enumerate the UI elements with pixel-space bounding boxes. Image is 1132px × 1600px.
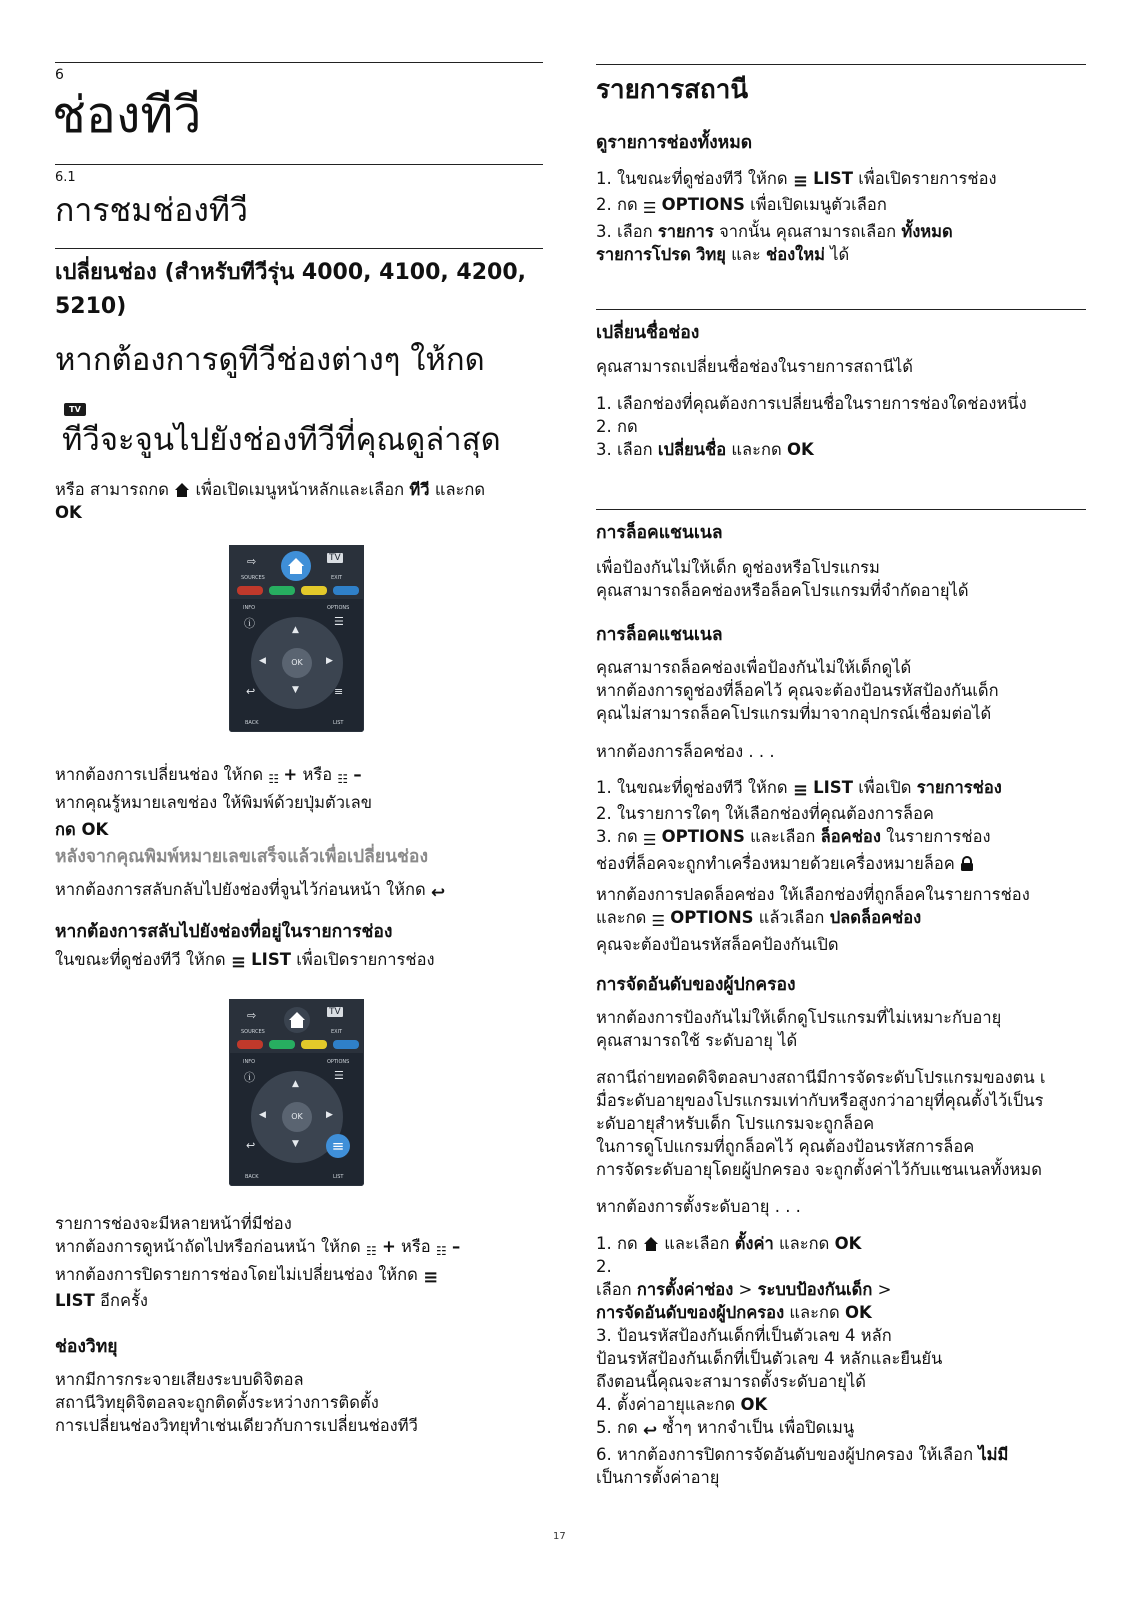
rename-3-c: และกด xyxy=(731,440,782,459)
remote-label-list: LIST xyxy=(333,720,344,726)
switch-line2: หากคุณรู้หมายเลขช่อง ให้พิมพ์ด้วยปุ่มตัวเลข xyxy=(55,793,373,812)
remote-label-sources: SOURCES xyxy=(241,575,265,581)
lock-1-mid: เพื่อเปิด xyxy=(858,778,912,797)
list-line-pre: ในขณะที่ดูช่องทีวี ให้กด xyxy=(55,950,226,969)
back-instruction xyxy=(55,878,445,905)
tv-icon: TV xyxy=(329,553,341,563)
lock-sub-line: หากต้องการดูช่องที่ล็อคไว้ คุณจะต้องป้อนรหัสป้องกันเด็ก xyxy=(596,681,999,700)
arrow-left-icon: ◀ xyxy=(259,656,266,666)
remote-label-info: INFO xyxy=(243,605,256,611)
list-icon: ≡ xyxy=(326,1134,350,1158)
lock-3-post: ในรายการช่อง xyxy=(886,827,991,846)
list-heading: หากต้องการสลับไปยังช่องที่อยู่ในรายการช่อง xyxy=(55,922,393,942)
remote-label-exit: EXIT xyxy=(331,1029,343,1035)
options-icon: ☰ xyxy=(334,615,344,628)
close-list-pre: หากต้องการปิดรายการช่องโดยไม่เปลี่ยนช่อง ให้กด xyxy=(55,1265,418,1284)
radio-heading: ช่องวิทยุ xyxy=(55,1337,118,1357)
view-all-3-a: 3. เลือก xyxy=(596,222,653,241)
lock-sub-line: คุณไม่สามารถล็อคโปรแกรมที่มาจากอุปกรณ์เชื่อมต่อได้ xyxy=(596,704,992,723)
rename-steps xyxy=(596,392,1086,461)
age-1-ok: OK xyxy=(834,1234,862,1253)
radio-text xyxy=(55,1368,545,1437)
back-icon: ↩ xyxy=(430,883,446,903)
red-button xyxy=(237,1040,263,1049)
view-all-3-i: ได้ xyxy=(830,245,850,264)
switch-instructions xyxy=(55,763,545,814)
age-2c-ok: OK xyxy=(844,1303,872,1322)
age-6-bold: ไม่มี xyxy=(978,1445,1009,1464)
list-icon: ≡ xyxy=(792,171,808,192)
unlock-2-key: OPTIONS xyxy=(670,908,754,927)
age-1-pre: 1. กด xyxy=(596,1234,638,1253)
age-4-ok: OK xyxy=(740,1395,768,1414)
rename-step: 2. กด xyxy=(596,417,638,436)
parental-detail-line: ในการดูโปแกรมที่ถูกล็อคไว้ คุณต้องป้อนรหัสการล็อค xyxy=(596,1137,975,1156)
age-2c-post: และกด xyxy=(789,1303,840,1322)
page-number: 17 xyxy=(553,1531,566,1542)
unlock-2-bold: ปลดล็อคช่อง xyxy=(829,908,922,927)
remote-home-button xyxy=(284,1007,310,1033)
age-6-pre: 6. หากต้องการปิดการจัดอันดับของผู้ปกครอง ให้เลือก xyxy=(596,1445,974,1464)
sources-icon: ⇨ xyxy=(247,1009,257,1022)
back-line-text: หากต้องการสลับกลับไปยังช่องที่จูนไว้ก่อนหน้า ให้กด xyxy=(55,880,426,899)
view-all-3-c: จากนั้น คุณสามารถเลือก xyxy=(719,222,897,241)
age-1-post: และกด xyxy=(779,1234,830,1253)
rename-heading: เปลี่ยนชื่อช่อง xyxy=(596,323,700,343)
rename-step: 1. เลือกช่องที่คุณต้องการเปลี่ยนชื่อในรายการช่องใดช่องหนึ่ง xyxy=(596,394,1027,413)
home-line-mid: เพื่อเปิดเมนูหน้าหลักและเลือก xyxy=(195,480,405,499)
list-icon: ≡ xyxy=(230,952,246,973)
lock-rule xyxy=(596,509,1086,510)
arrow-up-icon: ▲ xyxy=(292,1079,299,1089)
arrow-right-icon: ▶ xyxy=(326,1110,333,1120)
big-instruction-line2: ทีวีจะจูนไปยังช่องทีวีที่คุณดูล่าสุด xyxy=(62,422,501,458)
remote-label-sources: SOURCES xyxy=(241,1029,265,1035)
age-2b-sep: > xyxy=(738,1280,753,1299)
switch-or: หรือ xyxy=(302,765,333,784)
switch-plus: + xyxy=(283,765,298,784)
view-all-1-post: เพื่อเปิดรายการช่อง xyxy=(858,169,997,188)
next-or: หรือ xyxy=(401,1237,431,1256)
list-key: LIST xyxy=(251,950,291,969)
pages-line: รายการช่องจะมีหลายหน้าที่มีช่อง xyxy=(55,1214,292,1233)
remote-image-1 xyxy=(229,545,364,732)
minus-channel-icon: ☷ xyxy=(435,1244,447,1258)
set-age-intro: หากต้องการตั้งระดับอายุ . . . xyxy=(596,1197,801,1216)
remote-label-info: INFO xyxy=(243,1059,256,1065)
close-list-post: อีกครั้ง xyxy=(100,1291,148,1310)
parental-details xyxy=(596,1066,1096,1181)
lock-1-pre: 1. ในขณะที่ดูช่องทีวี ให้กด xyxy=(596,778,788,797)
sources-icon: ⇨ xyxy=(247,555,257,568)
next-plus: + xyxy=(381,1237,396,1256)
remote-label-back: BACK xyxy=(245,720,259,726)
options-icon: ☰ xyxy=(642,199,657,217)
tv-icon: TV xyxy=(64,403,86,416)
blue-button xyxy=(333,1040,359,1049)
rename-rule xyxy=(596,309,1086,310)
red-button xyxy=(237,586,263,595)
info-icon: ⓘ xyxy=(244,1071,255,1084)
lock-to: หากต้องการล็อคช่อง . . . xyxy=(596,742,775,761)
yellow-button xyxy=(301,1040,327,1049)
press-ok: กด OK xyxy=(55,820,109,839)
plus-channel-icon: ☷ xyxy=(268,772,279,786)
switch-line1-pre: หากต้องการเปลี่ยนช่อง ให้กด xyxy=(55,765,264,784)
lock-intro xyxy=(596,556,1086,602)
parental-line: หากต้องการป้องกันไม่ให้เด็กดูโปรแกรมที่ไม่เหมาะกับอายุ xyxy=(596,1008,1002,1027)
view-all-3-h: ช่องใหม่ xyxy=(766,245,825,264)
info-icon: ⓘ xyxy=(244,617,255,630)
remote-home-highlight xyxy=(281,551,311,581)
lock-3-bold: ล็อคช่อง xyxy=(820,827,881,846)
close-list-key: LIST xyxy=(55,1291,95,1310)
age-3b: ป้อนรหัสป้องกันเด็กที่เป็นตัวเลข 4 หลักและยืนยัน xyxy=(596,1349,943,1368)
unlock-text xyxy=(596,883,1086,956)
options-icon: ☰ xyxy=(651,912,666,930)
home-icon xyxy=(643,1236,659,1252)
lock-2: 2. ในรายการใดๆ ให้เลือกช่องที่คุณต้องการล็อค xyxy=(596,804,934,823)
parental-detail-line: สถานีถ่ายทอดดิจิตอลบางสถานีมีการจัดระดับโปรแกรมของตน เ xyxy=(596,1068,1046,1087)
unlock-line: หากต้องการปลดล็อคช่อง ให้เลือกช่องที่ถูกล็อคในรายการช่อง xyxy=(596,885,1030,904)
remote-label-exit: EXIT xyxy=(331,575,343,581)
remote-ok-button: OK xyxy=(282,1102,312,1132)
yellow-button xyxy=(301,586,327,595)
age-3: 3. ป้อนรหัสป้องกันเด็กที่เป็นตัวเลข 4 หลัก xyxy=(596,1326,892,1345)
after-typing-heading: หลังจากคุณพิมพ์หมายเลขเสร็จแล้วเพื่อเปลี่ยนช่อง xyxy=(55,847,428,867)
age-6-line2: เป็นการตั้งค่าอายุ xyxy=(596,1468,720,1487)
view-all-2-post: เพื่อเปิดเมนูตัวเลือก xyxy=(750,195,887,214)
list-instruction xyxy=(55,948,435,974)
tv-icon: TV xyxy=(329,1007,341,1017)
subsection-rule xyxy=(55,248,543,249)
radio-line: การเปลี่ยนช่องวิทยุทำเช่นเดียวกับการเปลี่ยนช่องทีวี xyxy=(55,1416,418,1435)
remote-label-options: OPTIONS xyxy=(327,1059,350,1065)
home-icon xyxy=(174,482,190,498)
lock-3-line2: ช่องที่ล็อคจะถูกทำเครื่องหมายด้วยเครื่องหมายล็อค xyxy=(596,854,955,873)
view-all-2-pre: 2. กด xyxy=(596,195,638,214)
plus-channel-icon: ☷ xyxy=(365,1244,377,1258)
remote-label-back: BACK xyxy=(245,1174,259,1180)
view-all-steps xyxy=(596,167,1086,266)
age-steps xyxy=(596,1232,1086,1489)
chapter-number: 6 xyxy=(55,67,64,83)
back-icon: ↩ xyxy=(642,1421,658,1441)
station-list-title: รายการสถานี xyxy=(596,75,749,105)
list-icon: ≡ xyxy=(334,685,344,698)
parental-intro xyxy=(596,1006,1086,1052)
lock-icon xyxy=(960,856,974,872)
home-line-pre: หรือ สามารถกด xyxy=(55,480,169,499)
lock-1-key: LIST xyxy=(813,778,853,797)
rename-intro: คุณสามารถเปลี่ยนชื่อช่องในรายการสถานีได้ xyxy=(596,357,913,376)
age-2b-sep: > xyxy=(877,1280,892,1299)
green-button xyxy=(269,586,295,595)
lock-steps xyxy=(596,776,1086,875)
view-all-2-key: OPTIONS xyxy=(661,195,745,214)
home-line-post: และกด xyxy=(434,480,486,499)
back-icon: ↩ xyxy=(246,685,256,698)
radio-line: หากมีการกระจายเสียงระบบดิจิตอล xyxy=(55,1370,304,1389)
remote-ok-button: OK xyxy=(282,648,312,678)
list-icon: ≡ xyxy=(792,780,808,801)
lock-intro-line: เพื่อป้องกันไม่ให้เด็ก ดูช่องหรือโปรแกรม xyxy=(596,558,880,577)
view-all-3-f: วิทยุ xyxy=(696,245,726,264)
next-prev-pre: หากต้องการดูหน้าถัดไปหรือก่อนหน้า ให้กด xyxy=(55,1237,361,1256)
age-2b-b1: การตั้งค่าช่อง xyxy=(636,1280,734,1299)
chapter-title: ช่องทีวี xyxy=(52,86,202,144)
next-minus: – xyxy=(451,1237,461,1256)
chapter-rule xyxy=(55,62,543,63)
age-5-post: ซ้ำๆ หากจำเป็น เพื่อปิดเมนู xyxy=(662,1418,855,1437)
unlock-line: คุณจะต้องป้อนรหัสล็อคป้องกันเปิด xyxy=(596,935,839,954)
remote-image-2 xyxy=(229,999,364,1186)
age-5-pre: 5. กด xyxy=(596,1418,638,1437)
age-2c-bold: การจัดอันดับของผู้ปกครอง xyxy=(596,1303,785,1322)
switch-minus: – xyxy=(353,765,362,784)
lock-3-mid: และเลือก xyxy=(750,827,816,846)
home-line-tv: ทีวี xyxy=(409,480,430,499)
arrow-right-icon: ▶ xyxy=(326,656,333,666)
options-icon: ☰ xyxy=(334,1069,344,1082)
arrow-down-icon: ▼ xyxy=(292,1139,299,1149)
blue-button xyxy=(333,586,359,595)
view-all-3-b: รายการ xyxy=(657,222,714,241)
remote-label-list: LIST xyxy=(333,1174,344,1180)
lock-sub-line: คุณสามารถล็อคช่องเพื่อป้องกันไม่ให้เด็กดูได้ xyxy=(596,658,912,677)
age-3c: ถึงตอนนี้คุณจะสามารถตั้งระดับอายุได้ xyxy=(596,1372,866,1391)
options-icon: ☰ xyxy=(642,831,657,849)
view-all-1-key: LIST xyxy=(813,169,853,188)
list-icon: ≡ xyxy=(423,1267,439,1288)
lock-heading: การล็อคแชนเนล xyxy=(596,523,723,543)
age-2b-pre: เลือก xyxy=(596,1280,632,1299)
parental-detail-line: มื่อระดับอายุของโปรแกรมเท่ากับหรือสูงกว่าอายุที่คุณตั้งไว้เป็นร xyxy=(596,1091,1044,1110)
view-all-heading: ดูรายการช่องทั้งหมด xyxy=(596,133,753,153)
section-rule xyxy=(55,164,543,165)
unlock-2-pre: และกด xyxy=(596,908,647,927)
parental-heading: การจัดอันดับของผู้ปกครอง xyxy=(596,975,796,995)
list-pages-block xyxy=(55,1212,550,1312)
home-icon xyxy=(281,551,311,581)
lock-intro-line: คุณสามารถล็อคช่องหรือล็อคโปรแกรมที่จำกัดอายุได้ xyxy=(596,581,969,600)
parental-line: คุณสามารถใช้ ระดับอายุ ได้ xyxy=(596,1031,798,1050)
view-all-3-g: และ xyxy=(731,245,761,264)
list-line-post: เพื่อเปิดรายการช่อง xyxy=(296,950,435,969)
arrow-left-icon: ◀ xyxy=(259,1110,266,1120)
big-instruction-line1: หากต้องการดูทีวีช่องต่างๆ ให้กด xyxy=(55,342,485,378)
minus-channel-icon: ☷ xyxy=(337,772,349,786)
ok-key: OK xyxy=(55,503,82,522)
lock-sub-text xyxy=(596,656,1086,725)
age-2: 2. xyxy=(596,1257,612,1276)
unlock-2-mid: แล้วเลือก xyxy=(758,908,825,927)
parental-detail-line: การจัดระดับอายุโดยผู้ปกครอง จะถูกตั้งค่าไว้กับแชนเนลทั้งหมด xyxy=(596,1160,1042,1179)
remote-label-options: OPTIONS xyxy=(327,605,350,611)
arrow-down-icon: ▼ xyxy=(292,685,299,695)
radio-line: สถานีวิทยุดิจิตอลจะถูกติดตั้งระหว่างการติดตั้ง xyxy=(55,1393,379,1412)
back-icon: ↩ xyxy=(246,1139,256,1152)
lock-3-pre: 3. กด xyxy=(596,827,638,846)
view-all-3-d: ทั้งหมด xyxy=(901,222,953,241)
view-all-1-pre: 1. ในขณะที่ดูช่องทีวี ให้กด xyxy=(596,169,788,188)
lock-3-key: OPTIONS xyxy=(661,827,745,846)
arrow-up-icon: ▲ xyxy=(292,625,299,635)
home-instruction xyxy=(55,478,545,524)
parental-detail-line: ะดับอายุสำหรับเด็ก โปรแกรมจะถูกล็อค xyxy=(596,1114,875,1133)
age-4-pre: 4. ตั้งค่าอายุและกด xyxy=(596,1395,736,1414)
home-icon xyxy=(284,1007,310,1033)
green-button xyxy=(269,1040,295,1049)
age-1-mid: และเลือก xyxy=(664,1234,730,1253)
section-title: การชมช่องทีวี xyxy=(55,191,248,229)
age-2b-b2: ระบบป้องกันเด็ก xyxy=(757,1280,873,1299)
lock-1-bold: รายการช่อง xyxy=(916,778,1002,797)
lock-sub-heading: การล็อคแชนเนล xyxy=(596,625,723,645)
rename-3-b: เปลี่ยนชื่อ xyxy=(657,440,727,459)
age-1-bold: ตั้งค่า xyxy=(734,1234,774,1253)
switch-heading: เปลี่ยนช่อง (สำหรับทีวีรุ่น 4000, 4100, 4200, 5210) xyxy=(55,260,527,319)
section-number: 6.1 xyxy=(55,170,76,185)
rename-3-a: 3. เลือก xyxy=(596,440,653,459)
view-all-3-e: รายการโปรด xyxy=(596,245,691,264)
station-list-rule xyxy=(596,64,1086,65)
rename-3-ok: OK xyxy=(787,440,814,459)
